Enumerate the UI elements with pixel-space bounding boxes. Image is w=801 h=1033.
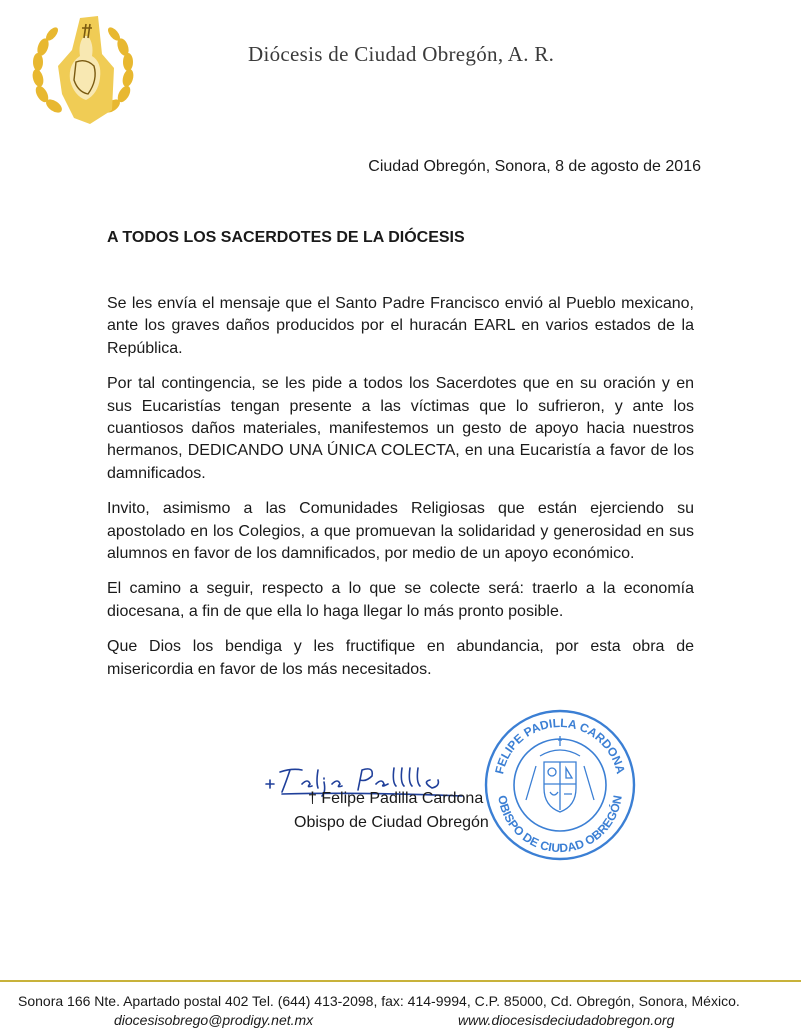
diocese-emblem-icon xyxy=(28,14,138,126)
paragraph: Que Dios los bendiga y les fructifique en abundancia, por esta obra de misericordia en favor de los más necesitados. xyxy=(107,638,694,678)
svg-text:OBISPO DE CIUDAD OBREGÓN: OBISPO DE CIUDAD OBREGÓN xyxy=(495,794,625,856)
paragraph: El camino a seguir, respecto a lo que se colecte será: traerlo a la economía diocesana, a fin de que ella lo haga llegar lo más pronto posible. xyxy=(107,580,694,620)
footer-rule xyxy=(0,980,801,982)
signatory-title: Obispo de Ciudad Obregón xyxy=(294,814,489,831)
signatory-name: † Felipe Padilla Cardona xyxy=(308,790,484,807)
paragraph: Invito, asimismo a las Comunidades Religiosas que están ejerciendo su apostolado en los Colegios, a que promuevan la solidaridad y generosidad en sus alumnos en favor de los damnificados, por medio de un apoyo económico. xyxy=(107,500,694,563)
footer-address: Sonora 166 Nte. Apartado postal 402 Tel. (644) 413-2098, fax: 414-9994, C.P. 85000, Cd. Obregón, Sonora, México. xyxy=(18,993,740,1009)
letter-date: Ciudad Obregón, Sonora, 8 de agosto de 2016 xyxy=(368,158,701,175)
episcopal-seal-icon xyxy=(480,706,640,864)
paragraph: Se les envía el mensaje que el Santo Padre Francisco envió al Pueblo mexicano, ante los graves daños producidos por el huracán EARL en varios estados de la República. xyxy=(107,295,694,357)
letter-body xyxy=(107,293,694,694)
footer-website-link[interactable]: www.diocesisdeciudadobregon.org xyxy=(458,1012,675,1028)
footer-email-link[interactable]: diocesisobrego@prodigy.net.mx xyxy=(114,1012,314,1028)
svg-text:FELIPE PADILLA CARDONA: FELIPE PADILLA CARDONA xyxy=(492,715,628,776)
paragraph: Por tal contingencia, se les pide a todos los Sacerdotes que en su oración y en sus Eucaristías tengan presente a las víctimas que lo sufrieron, y ante los cuantiosos daños materiales, manifestemos un gesto de apoyo hacia nuestros hermanos, DEDICANDO UNA ÚNICA COLECTA, en una Eucaristía a favor de los damnificados. xyxy=(107,375,694,482)
letter-recipient: A TODOS LOS SACERDOTES DE LA DIÓCESIS xyxy=(107,229,465,246)
organization-title: Diócesis de Ciudad Obregón, A. R. xyxy=(248,42,555,66)
